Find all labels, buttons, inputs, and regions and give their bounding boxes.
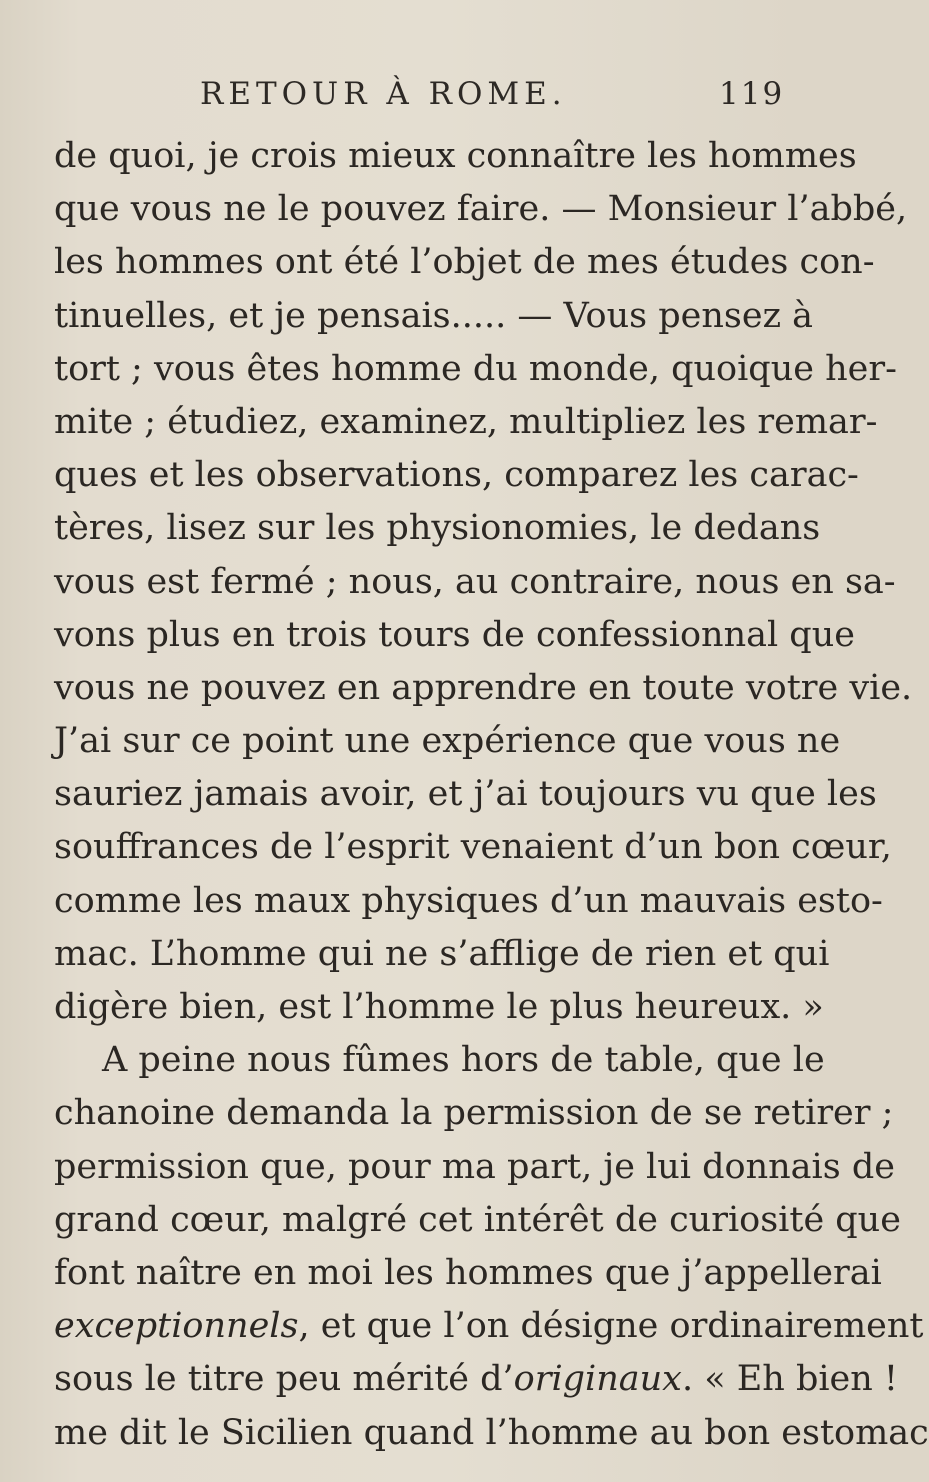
text-line: J’ai sur ce point une expérience que vous ne — [54, 721, 841, 762]
running-title: RETOUR À ROME. — [200, 76, 567, 112]
text-line: vons plus en trois tours de confessionnal que — [54, 614, 855, 655]
text-line — [54, 1353, 898, 1406]
page-header — [0, 76, 801, 116]
text-line: que vous ne le pouvez faire. — Monsieur l’abbé, — [54, 189, 908, 230]
page-number: 119 — [719, 76, 785, 112]
text-line: mac. L’homme qui ne s’afflige de rien et qui — [54, 933, 830, 974]
text-line: tères, lisez sur les physionomies, le dedans — [54, 508, 821, 549]
body-text — [54, 130, 929, 1460]
text-line: digère bien, est l’homme le plus heureux. » — [54, 987, 824, 1027]
text-line: mite ; étudiez, examinez, multipliez les remar- — [54, 401, 878, 442]
text-line: ques et les observations, comparez les carac- — [54, 455, 859, 496]
text-line: A peine nous fûmes hors de table, que le — [102, 1040, 825, 1081]
text-line: vous est fermé ; nous, au contraire, nous en sa- — [54, 561, 896, 602]
text-line: font naître en moi les hommes que j’appellerai — [54, 1252, 882, 1293]
text-line: sauriez jamais avoir, et j’ai toujours vu que les — [54, 774, 877, 815]
text-line: chanoine demanda la permission de se retirer ; — [54, 1093, 894, 1134]
text-line — [54, 1300, 924, 1353]
line-lead: sous le titre peu mérité d’ — [54, 1359, 514, 1400]
italic-word: originaux — [513, 1359, 682, 1400]
text-line: vous ne pouvez en apprendre en toute votre vie. — [54, 667, 913, 708]
text-line: permission que, pour ma part, je lui donnais de — [54, 1146, 895, 1187]
text-line: tinuelles, et je pensais..... — Vous pensez à — [54, 295, 814, 336]
text-line: grand cœur, malgré cet intérêt de curiosité que — [54, 1199, 901, 1240]
text-line: comme les maux physiques d’un mauvais esto- — [54, 880, 883, 921]
text-line: les hommes ont été l’objet de mes études con- — [54, 242, 875, 283]
italic-word: exceptionnels — [54, 1306, 299, 1347]
text-line: me dit le Sicilien quand l’homme au bon estomac — [54, 1412, 929, 1453]
text-line: de quoi, je crois mieux connaître les hommes — [54, 136, 857, 176]
text-line: souffrances de l’esprit venaient d’un bon cœur, — [54, 827, 892, 868]
line-rest: , et que l’on désigne ordinairement — [298, 1306, 924, 1347]
text-line: tort ; vous êtes homme du monde, quoique her- — [54, 348, 897, 389]
line-rest: . « Eh bien ! — [681, 1359, 898, 1400]
